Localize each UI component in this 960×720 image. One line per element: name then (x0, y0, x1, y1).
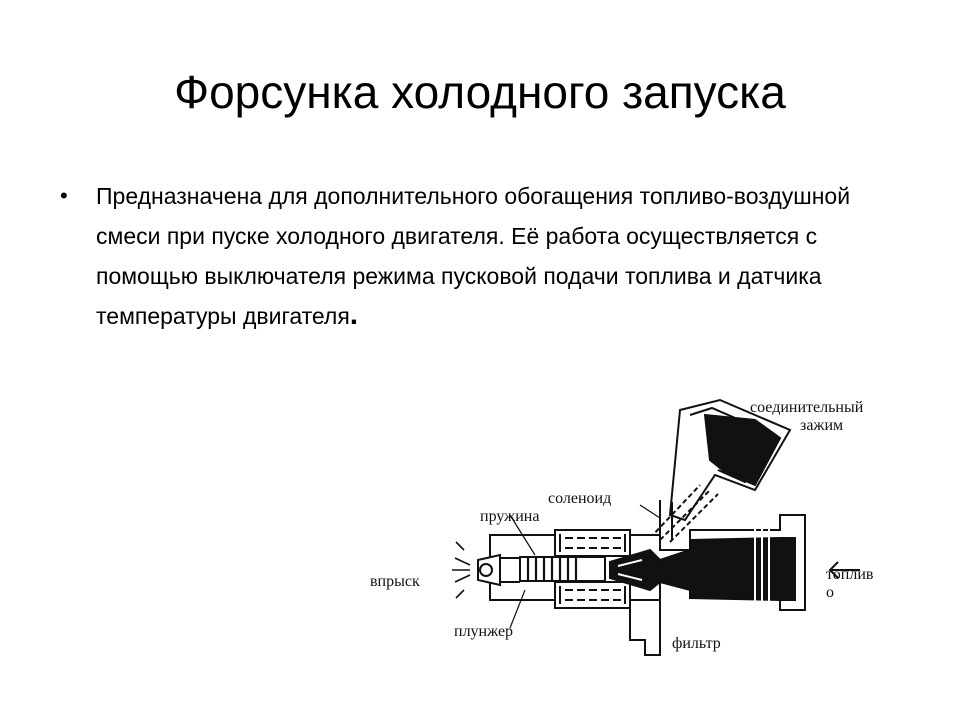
label-injection: впрыск (370, 573, 420, 590)
label-fuel-line2: о (826, 584, 834, 601)
label-fuel-line1: топлив (826, 566, 874, 583)
label-spring: пружина (480, 508, 540, 525)
bullet-end-mark: . (349, 298, 359, 331)
label-plunger: плунжер (454, 623, 514, 640)
bullet-item (56, 176, 916, 336)
injector-diagram (360, 390, 920, 690)
label-filter: фильтр (672, 635, 721, 652)
bullet-dot-icon: • (60, 183, 68, 208)
bullet-text: Предназначена для дополнительного обогащения топливо-воздушной смеси при пуске холодного двигателя. Её работа осуществляется с помощью выключателя режима пусковой подачи топлива и датчика температуры двигателя (96, 183, 851, 329)
slide-title: Форсунка холодного запуска (174, 66, 786, 118)
label-connector-line1: соединительный (750, 399, 864, 416)
injector-drawing (452, 400, 860, 655)
label-solenoid: соленоид (548, 490, 612, 507)
bullet-list (56, 176, 916, 336)
label-connector-line2: зажим (800, 417, 844, 434)
